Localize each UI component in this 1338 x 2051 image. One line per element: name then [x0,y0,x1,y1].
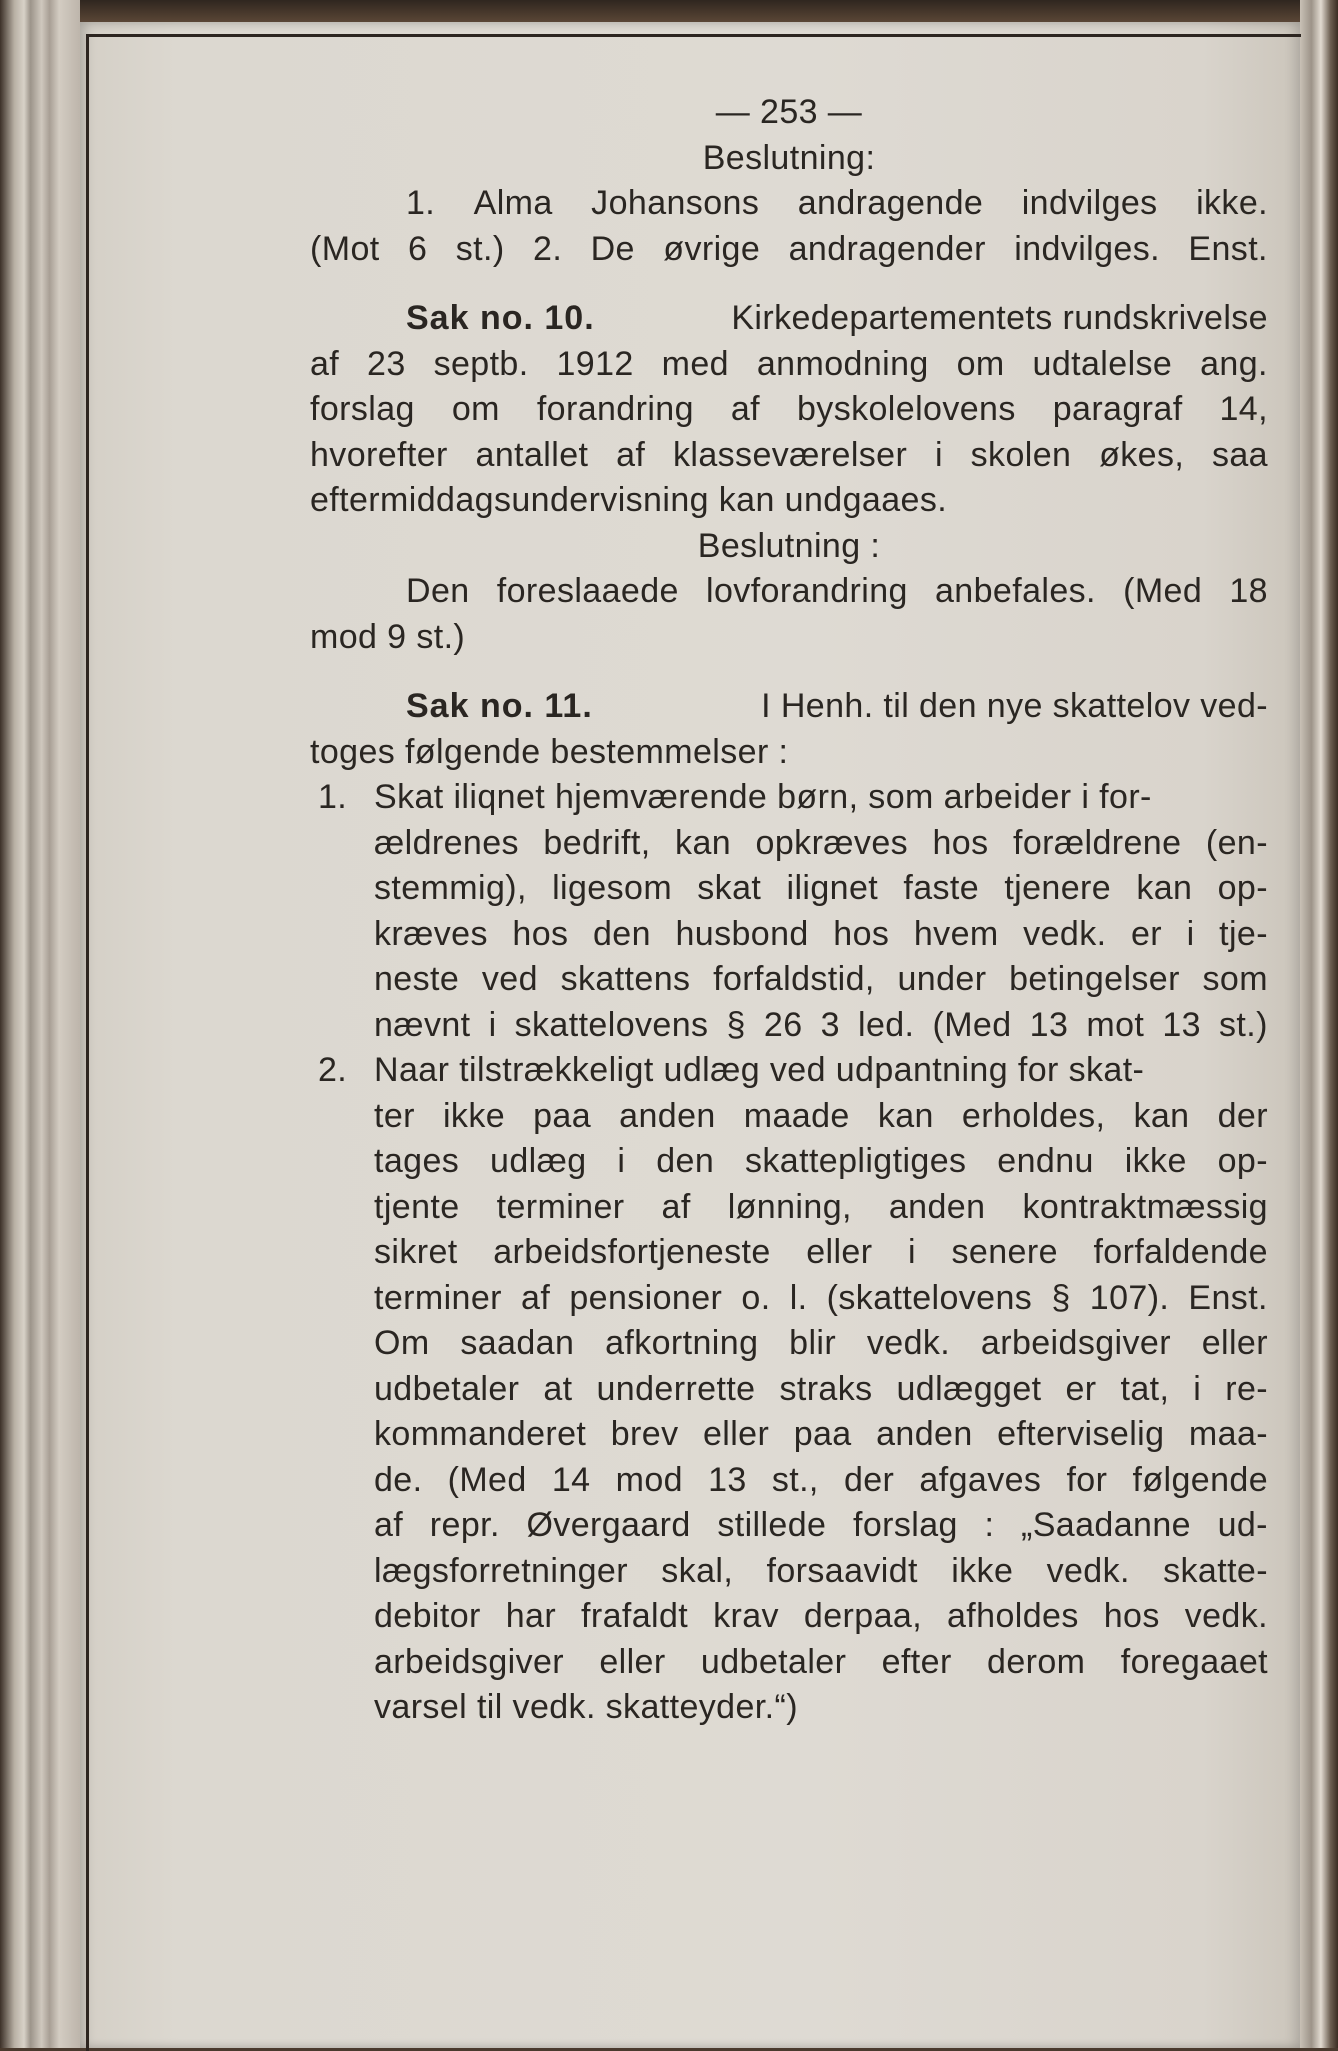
list-item-line: lægsforretninger skal, forsaavidt ikke vedk. skatte- [374,1551,1268,1590]
list-item-line: tages udlæg i den skattepligtiges endnu ikke op- [374,1142,1268,1180]
paragraph-line: hvorefter antallet af klasseværelser i skolen økes, saa [310,435,1268,474]
list-item-line: stemmig), ligesom skat ilignet faste tjenere kan op- [374,869,1268,907]
list-item-line: udbetaler at underrette straks udlægget er tat, i re- [374,1369,1268,1408]
list-item-line: neste ved skattens forfaldstid, under betingelser som [374,960,1268,998]
sak-label: Sak no. 10. [406,299,595,337]
beslutning-heading: Beslutning: [702,138,876,177]
list-item-line: nævnt i skattelovens § 26 3 led. (Med 13 mot 13 st.) [374,1005,1268,1044]
resolution-line: Den foreslaaede lovforandring anbefales. (Med 18 [406,572,1268,610]
list-item-line: varsel til vedk. skatteyder.“) [374,1688,798,1726]
list-item-number: 1. [318,778,348,816]
list-item-line: ter ikke paa anden maade kan erholdes, kan der [374,1096,1268,1135]
list-item-number: 2. [318,1051,348,1089]
book-fore-edge [1300,0,1338,2048]
list-item-line: arbeidsgiver eller udbetaler efter derom foregaaet [374,1642,1268,1681]
paragraph-line: forslag om forandring af byskolelovens paragraf 14, [310,390,1268,428]
list-item-line: de. (Med 14 mod 13 st., der afgaves for følgende [374,1460,1268,1499]
book-spine-edge [0,0,80,2048]
paragraph-line: eftermiddagsundervisning kan undgaaes. [310,481,948,519]
resolution-line: (Mot 6 st.) 2. De øvrige andragender indvilges. Enst. [310,229,1268,268]
list-item-line: kræves hos den husbond hos hvem vedk. er i tje- [374,914,1268,953]
beslutning-heading: Beslutning : [697,526,881,565]
sak-text: I Henh. til den nye skattelov ved- [761,687,1268,725]
resolution-line: mod 9 st.) [310,617,466,656]
sak-text: Kirkedepartementets rundskrivelse [731,299,1268,337]
list-item-line: kommanderet brev eller paa anden efterviselig maa- [374,1415,1268,1453]
resolution-line: 1. Alma Johansons andragende indvilges ikke. [406,184,1268,222]
list-item-line: debitor har frafaldt krav derpaa, afholdes hos vedk. [374,1597,1268,1635]
page-number: — 253 — [715,93,863,131]
list-item-text: Skat iliqnet hjemværende børn, som arbeider i for- [374,778,1152,816]
book-binding-top [0,0,1338,22]
list-item-text: Naar tilstrækkeligt udlæg ved udpantning for skat- [374,1051,1145,1089]
list-item-line: terminer af pensioner o. l. (skattelovens § 107). Enst. [374,1278,1268,1317]
page-text [310,90,1268,1731]
list-item-line: Om saadan afkortning blir vedk. arbeidsgiver eller [374,1324,1268,1362]
list-item-line: ældrenes bedrift, kan opkræves hos forældrene (en- [374,823,1268,862]
sak-10-heading [310,296,1268,342]
list-item-line [310,775,1268,821]
paragraph-line: toges følgende bestemmelser : [310,732,789,771]
paragraph-line: af 23 septb. 1912 med anmodning om udtalelse ang. [310,344,1268,383]
list-item-line: af repr. Øvergaard stillede forslag : „Saadanne ud- [374,1506,1268,1544]
list-item-line: tjente terminer af lønning, anden kontraktmæssig [374,1187,1268,1226]
sak-label: Sak no. 11. [406,687,593,725]
list-item-line: sikret arbeidsfortjeneste eller i senere forfaldende [374,1233,1268,1271]
list-item-line [310,1048,1268,1094]
sak-11-heading [310,684,1268,730]
